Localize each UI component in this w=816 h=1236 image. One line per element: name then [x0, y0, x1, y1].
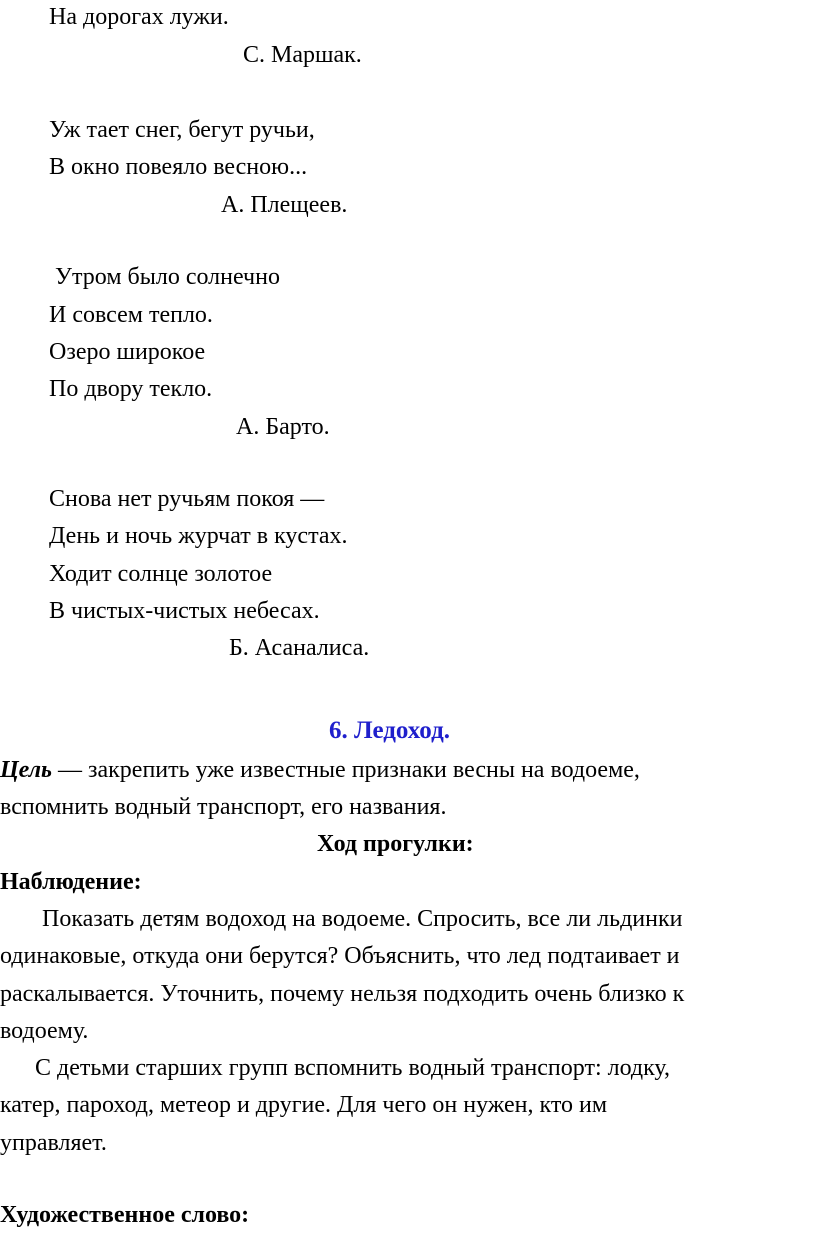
- observation-heading: Наблюдение:: [0, 869, 142, 895]
- goal-text: — закрепить уже известные признаки весны на водоеме,: [52, 757, 640, 783]
- poem-author: А. Барто.: [236, 414, 330, 440]
- art-word-heading: Художественное слово:: [0, 1202, 250, 1228]
- section-title: 6. Ледоход.: [329, 717, 450, 744]
- poem-line: На дорогах лужи.: [49, 4, 229, 30]
- poem-line: День и ночь журчат в кустах.: [49, 523, 348, 549]
- poem-line: В чистых-чистых небесах.: [49, 598, 320, 624]
- paragraph-line: С детьми старших групп вспомнить водный транспорт: лодку,: [35, 1055, 671, 1081]
- paragraph-line: Показать детям водоход на водоеме. Спросить, все ли льдинки: [42, 906, 683, 932]
- paragraph-line: раскалывается. Уточнить, почему нельзя подходить очень близко к: [0, 981, 685, 1007]
- poem-line: Ходит солнце золотое: [49, 561, 273, 587]
- poem-line: И совсем тепло.: [49, 302, 213, 328]
- poem-author: Б. Асаналиса.: [229, 635, 370, 661]
- paragraph-line: катер, пароход, метеор и другие. Для чего он нужен, кто им: [0, 1092, 608, 1118]
- goal-label: Цель: [0, 757, 53, 783]
- walk-heading: Ход прогулки:: [317, 831, 474, 857]
- poem-author: А. Плещеев.: [221, 192, 348, 218]
- paragraph-line: управляет.: [0, 1130, 107, 1156]
- paragraph-line: водоему.: [0, 1018, 89, 1044]
- goal-line: [0, 755, 640, 785]
- paragraph-line: одинаковые, откуда они берутся? Объяснить, что лед подтаивает и: [0, 943, 680, 969]
- poem-line: По двору текло.: [49, 376, 213, 402]
- poem-line: В окно повеяло весною...: [49, 154, 308, 180]
- goal-line-2: вспомнить водный транспорт, его названия.: [0, 794, 447, 820]
- poem-line: Снова нет ручьям покоя —: [49, 486, 325, 512]
- poem-line: Утром было солнечно: [49, 264, 280, 290]
- poem-author: С. Маршак.: [243, 42, 362, 68]
- poem-line: Озеро широкое: [49, 339, 206, 365]
- poem-line: Уж тает снег, бегут ручьи,: [49, 117, 315, 143]
